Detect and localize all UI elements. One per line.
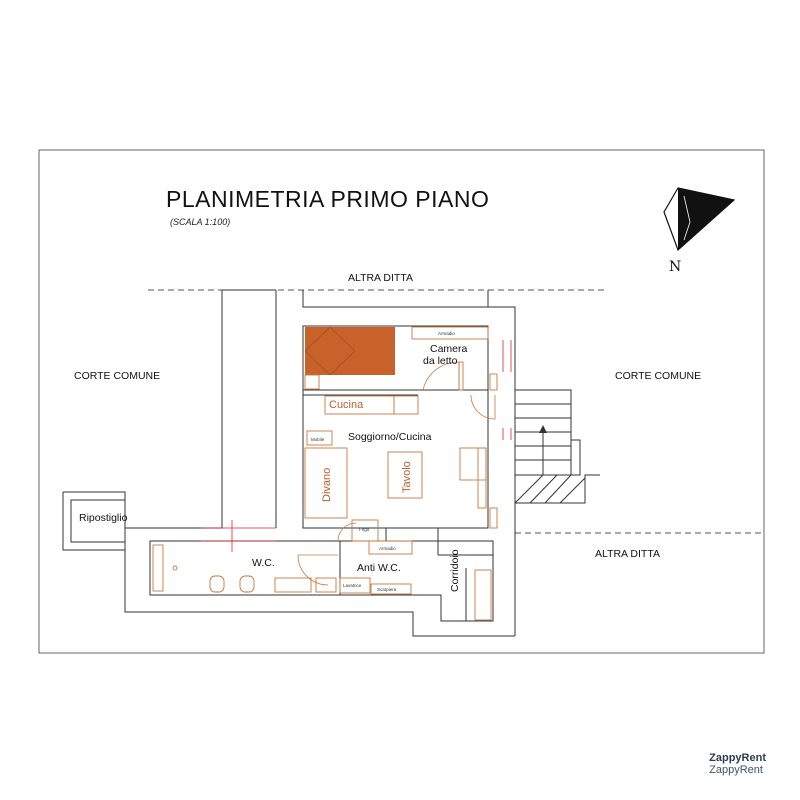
washbasin bbox=[275, 578, 311, 592]
bedroom-radiator bbox=[490, 374, 497, 390]
label-corte-comune-left: CORTE COMUNE bbox=[74, 370, 161, 382]
side-unit bbox=[460, 448, 486, 480]
logo-line-1: ZappyRent bbox=[709, 752, 766, 764]
shower-drain-icon bbox=[173, 566, 177, 570]
sofa-label: Divano bbox=[321, 467, 333, 502]
wc-door-swing bbox=[298, 555, 328, 585]
antiwc-wardrobe-label: Armadio bbox=[379, 546, 396, 551]
room-label-da-letto: da letto bbox=[423, 355, 458, 367]
room-label-anti-wc: Anti W.C. bbox=[357, 562, 401, 574]
room-label-ripostiglio: Ripostiglio bbox=[79, 512, 128, 524]
shoe-cabinet-label: Scarpiera bbox=[377, 587, 397, 592]
zappyrent-logo bbox=[709, 752, 766, 776]
toilet bbox=[210, 576, 224, 592]
kitchen-label: Cucina bbox=[329, 399, 364, 411]
shower bbox=[153, 545, 163, 591]
washing-machine-label: Lavatrice bbox=[343, 583, 362, 588]
bedroom-wardrobe-label: Armadio bbox=[438, 331, 455, 336]
bidet bbox=[240, 576, 254, 592]
plan-scale: (SCALA 1:100) bbox=[170, 217, 231, 227]
bed bbox=[305, 327, 395, 375]
corridor-wardrobe bbox=[475, 570, 491, 620]
fridge-label: Frigo bbox=[359, 527, 370, 532]
logo-line-2: ZappyRent bbox=[709, 764, 763, 776]
label-corte-comune-right: CORTE COMUNE bbox=[615, 370, 702, 382]
room-label-wc: W.C. bbox=[252, 557, 275, 569]
tv-stand bbox=[478, 448, 486, 508]
label-altra-ditta-right: ALTRA DITTA bbox=[595, 548, 660, 560]
room-label-camera: Camera bbox=[430, 343, 468, 355]
north-label: N bbox=[669, 259, 682, 275]
living-radiator bbox=[490, 508, 497, 528]
bedroom-door-leaf bbox=[459, 362, 463, 390]
kitchen-counter-end bbox=[394, 396, 418, 414]
room-label-soggiorno: Soggiorno/Cucina bbox=[348, 431, 432, 443]
label-altra-ditta-top: ALTRA DITTA bbox=[348, 272, 413, 284]
antiwc-door-swing bbox=[338, 523, 356, 541]
north-arrow-icon bbox=[664, 188, 734, 250]
plan-title: PLANIMETRIA PRIMO PIANO bbox=[166, 186, 490, 212]
table-label: Tavolo bbox=[401, 461, 413, 493]
cabinet-label: Mobile bbox=[311, 437, 325, 442]
room-label-corridoio: Corridoio bbox=[449, 549, 461, 592]
sheet-frame bbox=[39, 150, 764, 653]
entrance-door-swing bbox=[471, 395, 495, 419]
nightstand bbox=[305, 375, 319, 389]
